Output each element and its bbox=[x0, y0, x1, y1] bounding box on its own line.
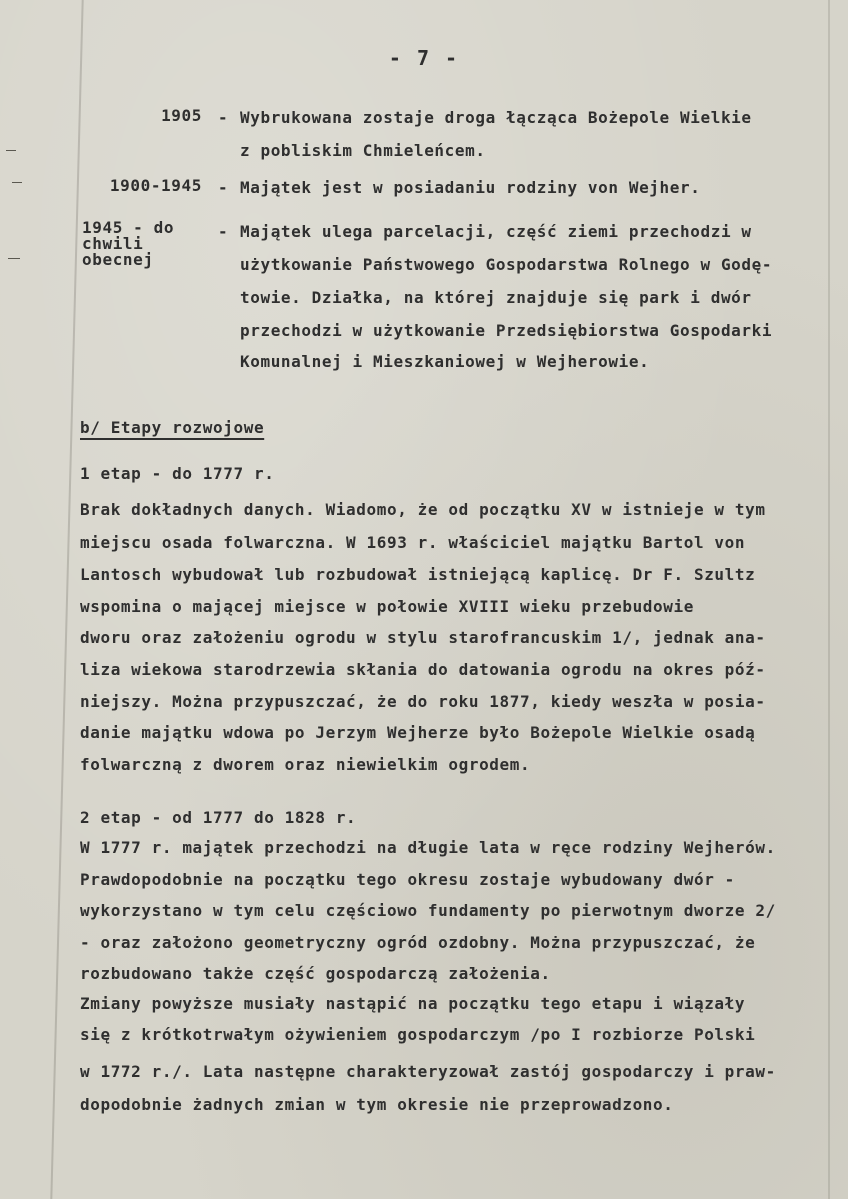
page-number: - 7 - bbox=[388, 46, 460, 70]
paragraph-line: Lantosch wybudował lub rozbudował istniejącą kaplicę. Dr F. Szultz bbox=[80, 565, 756, 584]
stage-title: 1 etap - do 1777 r. bbox=[80, 464, 275, 483]
paper-edge-line bbox=[828, 0, 830, 1199]
paragraph-line: Zmiany powyższe musiały nastąpić na początku tego etapu i wiązały bbox=[80, 994, 746, 1013]
paragraph-line: Prawdopodobnie na początku tego okresu zostaje wybudowany dwór - bbox=[80, 870, 735, 889]
chronology-text: Majątek jest w posiadaniu rodziny von Wejher. bbox=[240, 178, 701, 197]
chronology-text: użytkowanie Państwowego Gospodarstwa Rolnego w Godę- bbox=[240, 255, 773, 274]
paragraph-line: wykorzystano w tym celu częściowo fundamenty po pierwotnym dworze 2/ bbox=[80, 901, 776, 920]
chronology-dash: - bbox=[218, 178, 229, 197]
paragraph-line: miejscu osada folwarczna. W 1693 r. właściciel majątku Bartol von bbox=[80, 533, 746, 552]
chronology-dash: - bbox=[218, 108, 229, 127]
chronology-text: przechodzi w użytkowanie Przedsiębiorstwa Gospodarki bbox=[240, 321, 773, 340]
chronology-date: 1900-1945 bbox=[109, 176, 202, 195]
paragraph-line: liza wiekowa starodrzewia skłania do datowania ogrodu na okres póź- bbox=[80, 660, 766, 679]
paragraph-line: danie majątku wdowa po Jerzym Wejherze było Bożepole Wielkie osadą bbox=[80, 723, 756, 742]
paragraph-line: się z krótkotrwałym ożywieniem gospodarczym /po I rozbiorze Polski bbox=[80, 1025, 756, 1044]
paragraph-line: - oraz założono geometryczny ogród ozdobny. Można przypuszczać, że bbox=[80, 933, 756, 952]
chronology-text: Komunalnej i Mieszkaniowej w Wejherowie. bbox=[240, 352, 650, 371]
paragraph-line: niejszy. Można przypuszczać, że do roku 1877, kiedy weszła w posia- bbox=[80, 692, 766, 711]
paragraph-line: W 1777 r. majątek przechodzi na długie lata w ręce rodziny Wejherów. bbox=[80, 838, 776, 857]
paragraph-line: rozbudowano także część gospodarczą założenia. bbox=[80, 964, 551, 983]
chronology-text: z pobliskim Chmieleńcem. bbox=[240, 141, 486, 160]
paragraph-line: dopodobnie żadnych zmian w tym okresie nie przeprowadzono. bbox=[80, 1095, 674, 1114]
chronology-date: 1905 bbox=[161, 106, 202, 125]
paragraph-line: w 1772 r./. Lata następne charakteryzował zastój gospodarczy i praw- bbox=[80, 1062, 776, 1081]
paragraph-line: folwarczną z dworem oraz niewielkim ogrodem. bbox=[80, 755, 531, 774]
paragraph-line: Brak dokładnych danych. Wiadomo, że od początku XV w istnieje w tym bbox=[80, 500, 766, 519]
chronology-text: Majątek ulega parcelacji, część ziemi przechodzi w bbox=[240, 222, 752, 241]
paper-fold-line bbox=[50, 0, 83, 1199]
chronology-dash: - bbox=[218, 222, 229, 241]
paragraph-line: wspomina o mającej miejsce w połowie XVIII wieku przebudowie bbox=[80, 597, 694, 616]
chronology-text: Wybrukowana zostaje droga łącząca Bożepole Wielkie bbox=[240, 108, 752, 127]
stage-title: 2 etap - od 1777 do 1828 r. bbox=[80, 808, 357, 827]
margin-mark bbox=[6, 150, 16, 151]
chronology-date: 1945 - do chwili obecnej bbox=[82, 218, 175, 269]
section-heading: b/ Etapy rozwojowe bbox=[80, 418, 265, 437]
chronology-text: towie. Działka, na której znajduje się park i dwór bbox=[240, 288, 752, 307]
margin-mark bbox=[8, 258, 20, 259]
paragraph-line: dworu oraz założeniu ogrodu w stylu starofrancuskim 1/, jednak ana- bbox=[80, 628, 766, 647]
margin-mark bbox=[12, 182, 22, 183]
